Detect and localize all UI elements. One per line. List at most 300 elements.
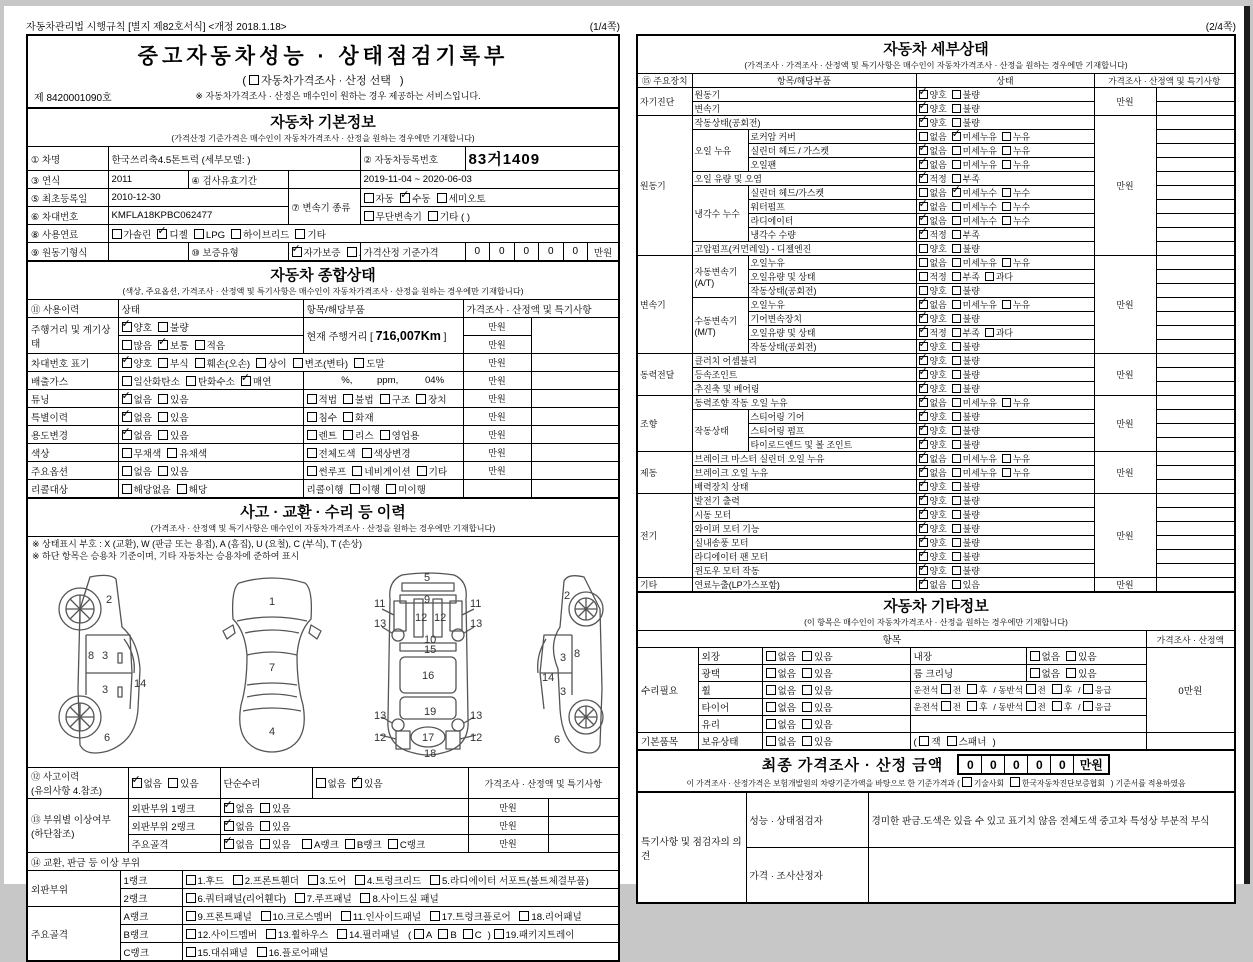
pillar-A[interactable] [414,929,432,941]
checkbox-자가보증[interactable] [292,245,341,259]
td [1156,424,1234,438]
checkbox-불량[interactable] [952,88,980,101]
checkbox-A랭크[interactable] [302,837,339,851]
checkbox-불량[interactable] [952,354,980,367]
emission-value: 04% [424,375,445,386]
checkbox-box [122,484,132,494]
part-5.라디에이터 서포트(볼트체결부품)[interactable] [430,873,589,887]
checkbox-box [1052,684,1062,694]
checkbox-상이[interactable] [256,356,287,370]
td: 작동상태(공회전) [748,340,916,354]
part-15.대쉬패널[interactable] [186,945,248,959]
checkbox-누유[interactable] [1002,144,1030,157]
pillar-B[interactable] [438,929,456,941]
checkbox-있음[interactable] [802,717,833,731]
tbody [28,853,618,960]
checkbox-일산화탄소[interactable] [122,374,180,388]
checkbox-box [241,376,251,386]
td [916,214,1094,228]
checkbox-box [417,466,427,476]
checkbox-미세누수[interactable] [952,200,997,213]
emission-value: %, [341,375,353,386]
checkbox-box [919,146,928,155]
checkbox-없음[interactable] [766,734,797,748]
checkbox-없음[interactable] [316,776,347,790]
checkbox-미세누유[interactable] [952,130,997,143]
checkbox-label: 양호 [929,552,947,562]
checkbox-없음[interactable] [919,466,947,479]
checkbox-응급[interactable] [1083,701,1112,713]
span-dg: 0 [563,243,588,260]
td [220,835,468,853]
checkbox-불량[interactable] [952,382,980,395]
checkbox-양호[interactable] [919,382,947,395]
checkbox-미세누유[interactable] [952,396,997,409]
checkbox-해당없음[interactable] [122,482,171,496]
checkbox-양호[interactable] [919,480,947,493]
checkbox-있음[interactable] [802,666,833,680]
checkbox-label: 없음 [777,669,797,680]
checkbox-box [122,340,132,350]
checkbox-없음[interactable] [919,256,947,269]
checkbox-없음[interactable] [122,410,153,424]
td: 유리 [698,716,762,733]
checkbox-리스[interactable] [343,428,374,442]
td [182,943,618,961]
checkbox-영업용[interactable] [380,428,420,442]
checkbox-보통[interactable] [158,338,189,352]
checkbox-양호[interactable] [919,522,947,535]
checkbox-있음[interactable] [1066,649,1097,663]
part-8.사이드실 패널[interactable] [360,891,438,905]
checkbox-양호[interactable] [919,284,947,297]
checkbox-불량[interactable] [952,438,980,451]
checkbox-없음[interactable] [919,130,947,143]
td: 클러치 어셈블리 [692,354,916,368]
part-11.인사이드패널[interactable] [341,909,421,923]
checkbox-label: 누수 [1012,216,1031,226]
part-16.플로어패널[interactable] [257,945,329,959]
td-price: 만원 [1094,256,1156,354]
checkbox-없음[interactable] [919,214,947,227]
tr [28,871,618,889]
checkbox-있음[interactable] [158,428,189,442]
part-19.패키지트레이[interactable] [494,927,575,941]
checkbox-후[interactable] [1052,701,1072,713]
td: 외판부위 2랭크 [128,817,220,835]
checkbox-불량[interactable] [952,494,980,507]
checkbox-box [919,300,928,309]
checkbox-label: 양호 [929,384,947,394]
checkbox-적정[interactable] [919,172,947,185]
td-price: 만원 [1094,578,1156,592]
checkbox-있음[interactable] [158,464,189,478]
part-13.휠하우스[interactable] [266,927,328,941]
checkbox-침수[interactable] [307,410,338,424]
td [1156,88,1234,102]
checkbox-불량[interactable] [952,508,980,521]
checkbox-있음[interactable] [802,734,833,748]
checkbox-누수[interactable] [1002,186,1030,199]
checkbox-있음[interactable] [802,700,833,714]
td: 라디에이터 팬 모터 [692,550,916,564]
checkbox-과다[interactable] [985,326,1013,339]
text: 6 [553,734,561,746]
checkbox-이행[interactable] [350,482,381,496]
checkbox-양호[interactable] [919,354,947,367]
checkbox-label: 불량 [962,566,980,576]
checkbox-없음[interactable] [1030,649,1061,663]
checkbox-없음[interactable] [224,837,255,851]
checkbox-양호[interactable] [919,102,947,115]
option-자동차가격조사 · 산정 선택[interactable] [249,72,391,88]
checkbox-없음[interactable] [766,700,797,714]
td [1156,340,1234,354]
td [118,390,303,408]
checkbox-있음[interactable] [158,410,189,424]
tr [28,300,618,318]
tr [638,74,1234,88]
checkbox-label: 양호 [929,482,947,492]
opinion-text [868,848,1234,903]
checkbox-부족[interactable] [952,172,980,185]
checkbox-과다[interactable] [985,270,1013,283]
checkbox-전[interactable] [941,684,961,696]
checkbox-없음[interactable] [122,392,153,406]
part-4.트렁크리드[interactable] [355,873,421,887]
checkbox-유채색[interactable] [167,446,207,460]
checkbox-후[interactable] [967,701,987,713]
checkbox-양호[interactable] [919,88,947,101]
checkbox-많음[interactable] [122,338,153,352]
td: 오일누유 [748,256,916,270]
checkbox-불량[interactable] [952,284,980,297]
checkbox-불량[interactable] [952,564,980,577]
checkbox-LPG[interactable] [194,229,225,241]
checkbox-무단변속기[interactable] [364,209,422,223]
part-14.필러패널[interactable] [337,927,399,941]
checkbox-색상변경[interactable] [362,446,411,460]
td [312,768,468,799]
checkbox-B랭크[interactable] [345,837,382,851]
checkbox-디젤[interactable] [157,227,188,241]
checkbox-양호[interactable] [919,508,947,521]
checkbox-미세누유[interactable] [952,256,997,269]
checkbox-누유[interactable] [1002,466,1030,479]
checkbox-label: 침수 [318,412,338,424]
checkbox-누수[interactable] [1002,200,1030,213]
td [531,372,618,390]
checkbox-양호[interactable] [919,340,947,353]
checkbox-없음[interactable] [919,186,947,199]
td-price: 만원 [1094,116,1156,256]
checkbox-불량[interactable] [952,340,980,353]
checkbox-불량[interactable] [952,368,980,381]
checkbox-부족[interactable] [952,270,980,283]
inspector-opinion-section [636,791,1236,904]
checkbox-box [766,651,776,661]
checkbox-양호[interactable] [919,424,947,437]
checkbox-불량[interactable] [952,410,980,423]
checkbox-없음[interactable] [919,578,947,591]
checkbox-box [1002,188,1011,197]
checkbox-불량[interactable] [952,242,980,255]
checkbox-매연[interactable] [241,374,272,388]
td [1156,186,1234,200]
checkbox-부식[interactable] [158,356,189,370]
checkbox-양호[interactable] [919,438,947,451]
checkbox-양호[interactable] [919,116,947,129]
part-3.도어[interactable] [308,873,347,887]
checkbox-C랭크[interactable] [388,837,425,851]
checkbox-적법[interactable] [307,392,338,406]
td: 성능 · 상태점검자 [746,793,868,848]
pillar-C[interactable] [463,929,482,941]
checkbox-렌트[interactable] [307,428,338,442]
checkbox-없음[interactable] [1030,666,1061,680]
checkbox-양호[interactable] [919,368,947,381]
checkbox-box [260,803,270,813]
checkbox-기타 ( )[interactable] [428,209,470,223]
checkbox-미세누수[interactable] [952,186,997,199]
checkbox-적정[interactable] [919,270,947,283]
checkbox-box [985,328,994,337]
checkbox-양호[interactable] [919,242,947,255]
checkbox-없음[interactable] [919,200,947,213]
checkbox-양호[interactable] [122,320,153,334]
part-10.크로스멤버[interactable] [261,909,333,923]
checkbox-양호[interactable] [919,312,947,325]
checkbox-label: 없음 [133,394,153,406]
part-9.프론트패널[interactable] [186,909,252,923]
part-7.루프패널[interactable] [295,891,352,905]
checkbox-무채색[interactable] [122,446,162,460]
checkbox-누유[interactable] [1002,452,1030,465]
td-price: 만원 [1094,396,1156,452]
checkbox-label: 불량 [962,384,980,394]
checkbox-불량[interactable] [952,480,980,493]
td [1146,733,1234,750]
part-6.쿼터패널(리어휀다)[interactable] [186,891,287,905]
checkbox-불량[interactable] [952,522,980,535]
checkbox-장치[interactable] [416,392,447,406]
td [916,326,1094,340]
checkbox-label: 양호 [929,370,947,380]
checkbox-누유[interactable] [1002,298,1030,311]
checkbox-label: 있음 [180,779,199,790]
checkbox-box [186,911,196,921]
checkbox-없음[interactable] [132,776,163,790]
div-title-row [34,89,612,104]
checkbox-box [233,875,243,885]
checkbox-있음[interactable] [168,776,199,790]
checkbox-label: 19.패키지트레이 [505,929,575,941]
checkbox-label: 없음 [929,132,947,142]
checkbox-있음[interactable] [1066,666,1097,680]
checkbox-썬루프[interactable] [307,464,347,478]
checkbox-있음[interactable] [802,683,833,697]
checkbox-불량[interactable] [952,116,980,129]
checkbox-미세누유[interactable] [952,144,997,157]
tr [28,390,618,408]
checkbox-수동[interactable] [400,191,431,205]
checkbox-미세누유[interactable] [952,452,997,465]
checkbox-box [952,244,961,253]
checkbox-있음[interactable] [802,649,833,663]
checkbox-있음[interactable] [260,819,291,833]
checkbox-양호[interactable] [122,356,153,370]
checkbox-있음[interactable] [260,801,291,815]
checkbox-전[interactable] [1026,701,1046,713]
checkbox-가솔린[interactable] [112,227,152,241]
checkbox-전[interactable] [1026,684,1046,696]
checkbox-양호[interactable] [919,494,947,507]
checkbox-후[interactable] [967,684,987,696]
checkbox-누유[interactable] [1002,396,1030,409]
checkbox-변조(변타)[interactable] [293,356,348,370]
checkbox-없음[interactable] [224,819,255,833]
checkbox-label: 누유 [1012,160,1031,170]
checkbox-미세누유[interactable] [952,158,997,171]
checkbox-누유[interactable] [1002,158,1030,171]
checkbox-box [266,929,276,939]
text: 4 [269,726,276,738]
checkbox-응급[interactable] [1083,684,1112,696]
checkbox-없음[interactable] [766,717,797,731]
checkbox-있음[interactable] [952,578,980,591]
checkbox-box [952,482,961,491]
checkbox-후[interactable] [1052,684,1072,696]
checkbox-보험사보증[interactable] [347,245,360,259]
td-c: 가격조사 · 산정액 및 특기사항 [1094,74,1234,88]
checkbox-잭[interactable] [919,734,940,748]
checkbox-하이브리드[interactable] [231,227,289,241]
checkbox-box [919,412,928,421]
overall-condition-table [28,300,618,497]
checkbox-자동[interactable] [364,191,395,205]
checkbox-전[interactable] [941,701,961,713]
checkbox-화재[interactable] [343,410,374,424]
part-12.사이드멤버[interactable] [186,927,258,941]
checkbox-label: 있음 [814,737,833,748]
tr [638,578,1234,592]
checkbox-없음[interactable] [122,464,153,478]
checkbox-불량[interactable] [952,536,980,549]
checkbox-세미오토[interactable] [437,191,486,205]
checkbox-없음[interactable] [919,452,947,465]
checkbox-불량[interactable] [952,550,980,563]
checkbox-있음[interactable] [158,392,189,406]
td [182,871,618,889]
checkbox-label: 불량 [962,342,980,352]
checkbox-미세누유[interactable] [952,298,997,311]
checkbox-누유[interactable] [1002,130,1030,143]
td: 1랭크 [120,871,182,889]
checkbox-적음[interactable] [195,338,226,352]
checkbox-도말[interactable] [354,356,385,370]
checkbox-없음[interactable] [919,298,947,311]
checkbox-불법[interactable] [343,392,374,406]
checkbox-없음[interactable] [919,396,947,409]
checkbox-box [952,454,961,463]
checkbox-없음[interactable] [919,158,947,171]
checkbox-양호[interactable] [919,410,947,423]
tr [28,426,618,444]
checkbox-부족[interactable] [952,228,980,241]
checkbox-불량[interactable] [952,424,980,437]
checkbox-적정[interactable] [919,326,947,339]
org-한국자동차진단보증협회[interactable] [1010,777,1105,789]
checkbox-box [941,684,951,694]
checkbox-훼손(오손)[interactable] [195,356,250,370]
checkbox-label: 보통 [170,340,189,352]
checkbox-누수[interactable] [1002,214,1030,227]
checkbox-label: 불량 [962,286,980,296]
tr [28,907,618,925]
checkbox-box [249,75,259,85]
checkbox-label: 적정 [929,174,947,184]
part-17.트렁크플로어[interactable] [430,909,511,923]
checkbox-없음[interactable] [224,801,255,815]
checkbox-box [195,358,205,368]
checkbox-양호[interactable] [919,536,947,549]
td [303,372,463,390]
checkbox-스패너[interactable] [947,734,987,748]
checkbox-label: 불량 [962,244,980,254]
checkbox-label: 스패너 [958,737,987,748]
checkbox-미세누수[interactable] [952,214,997,227]
checkbox-없음[interactable] [766,649,797,663]
checkbox-양호[interactable] [919,564,947,577]
checkbox-없음[interactable] [919,144,947,157]
etc-info-section [636,591,1236,751]
part-1.후드[interactable] [186,873,225,887]
page-number: (2/4쪽) [1205,22,1236,33]
checkbox-불량[interactable] [952,102,980,115]
checkbox-있음[interactable] [352,776,383,790]
checkbox-구조[interactable] [380,392,411,406]
checkbox-네비게이션[interactable] [352,464,410,478]
checkbox-미이행[interactable] [386,482,426,496]
checkbox-없음[interactable] [766,683,797,697]
checkbox-해당[interactable] [177,482,208,496]
td [118,318,303,336]
td [303,426,463,444]
checkbox-없음[interactable] [122,428,153,442]
org-기술사회[interactable] [962,777,1004,789]
part-2.프론트휀더[interactable] [233,873,299,887]
tr [638,682,1234,699]
checkbox-적정[interactable] [919,228,947,241]
checkbox-전체도색[interactable] [307,446,356,460]
checkbox-기타[interactable] [417,464,448,478]
checkbox-없음[interactable] [766,666,797,680]
part-18.리어패널[interactable] [519,909,581,923]
td [548,799,618,817]
checkbox-있음[interactable] [260,837,291,851]
checkbox-누유[interactable] [1002,256,1030,269]
checkbox-탄화수소[interactable] [186,374,235,388]
checkbox-불량[interactable] [952,312,980,325]
td [118,480,303,498]
checkbox-불량[interactable] [158,320,189,334]
checkbox-양호[interactable] [919,550,947,563]
checkbox-box [337,929,347,939]
checkbox-부족[interactable] [952,326,980,339]
checkbox-미세누유[interactable] [952,466,997,479]
checkbox-기타[interactable] [295,227,326,241]
text: 15 [423,644,436,656]
